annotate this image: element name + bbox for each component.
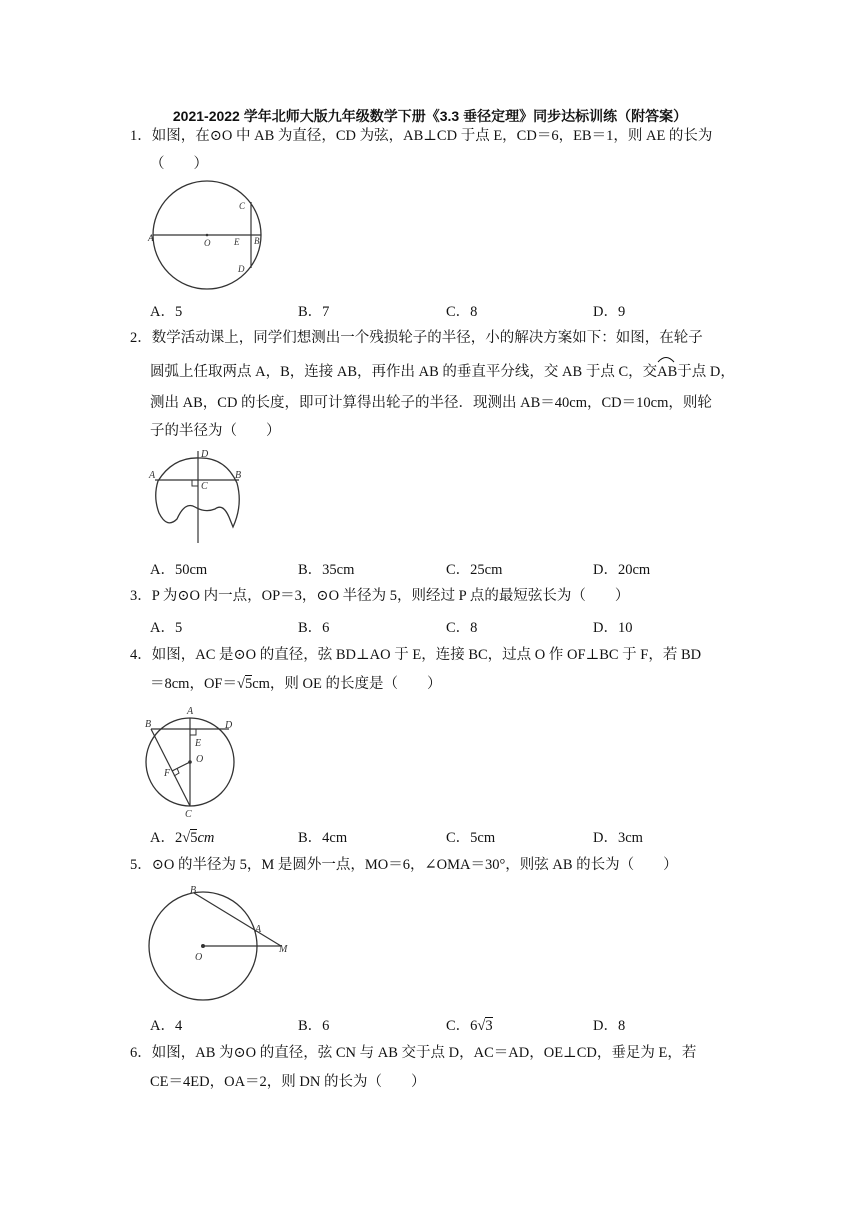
q4-label-o: O <box>196 754 204 765</box>
q4-option-b[interactable]: B．4cm <box>298 830 348 846</box>
q5-option-a[interactable]: A．4 <box>150 1018 183 1034</box>
q2-figure <box>145 445 250 545</box>
q5-option-c-radicand: 3 <box>485 1018 493 1034</box>
q6-line1: 6．如图，AB 为⊙O 的直径，弦 CN 与 AB 交于点 D，AC＝AD，OE⊥CD，垂足为 E，若 <box>130 1045 697 1061</box>
q2-arc-ab-text: AB <box>657 364 678 380</box>
q1-figure <box>145 178 270 288</box>
q2-option-c[interactable]: C．25cm <box>446 562 503 578</box>
q2-line2-text-b: 于点 D， <box>677 364 735 380</box>
q1-option-c[interactable]: C．8 <box>446 304 478 320</box>
q3-option-a[interactable]: A．5 <box>150 620 183 636</box>
document-title: 2021-2022 学年北师大版九年级数学下册《3.3 垂径定理》同步达标训练（附答案） <box>172 108 688 124</box>
q4-option-a-prefix: A．2 <box>150 830 183 846</box>
q1-label-o: O <box>204 238 211 248</box>
q4-label-c: C <box>185 809 192 820</box>
q5-label-o: O <box>195 952 203 963</box>
q2-option-b[interactable]: B．35cm <box>298 562 355 578</box>
q2-line4: 子的半径为（ ） <box>150 423 281 439</box>
q3-option-b[interactable]: B．6 <box>298 620 330 636</box>
q3-line1: 3．P 为⊙O 内一点，OP＝3，⊙O 半径为 5，则经过 P 点的最短弦长为（ ） <box>130 588 630 604</box>
q4-figure <box>145 700 245 820</box>
q1-line1: 1．如图，在⊙O 中 AB 为直径，CD 为弦，AB⊥CD 于点 E，CD＝6，EB＝1，则 AE 的长为 <box>130 128 713 144</box>
q4-line2-radicand: 5 <box>244 676 253 692</box>
q1-option-d[interactable]: D．9 <box>593 304 626 320</box>
q1-label-c: C <box>239 201 246 211</box>
q5-option-c-prefix: C．6 <box>446 1018 478 1034</box>
q5-line1: 5．⊙O 的半径为 5，M 是圆外一点，MO＝6，∠OMA＝30°，则弦 AB 的长为（ ） <box>130 857 678 873</box>
q4-label-e: E <box>195 738 202 749</box>
q2-label-b: B <box>235 470 242 481</box>
q5-option-c[interactable] <box>446 1014 493 1035</box>
q3-option-c[interactable]: C．8 <box>446 620 478 636</box>
q4-label-b: B <box>145 719 152 730</box>
sqrt-sign: √ <box>182 830 191 846</box>
q4-line1: 4．如图，AC 是⊙O 的直径，弦 BD⊥AO 于 E，连接 BC，过点 O 作 OF⊥BC 于 F，若 BD <box>130 647 702 663</box>
q2-line1: 2．数学活动课上，同学们想测出一个残损轮子的半径，小的解决方案如下：如图，在轮子 <box>130 330 703 346</box>
q5-label-m: M <box>279 944 288 955</box>
q2-label-a: A <box>149 470 156 481</box>
q3-option-d[interactable]: D．10 <box>593 620 633 636</box>
q5-option-b[interactable]: B．6 <box>298 1018 330 1034</box>
q2-arc-mark <box>657 355 675 363</box>
sqrt-sign: √ <box>477 1018 486 1034</box>
q1-label-e: E <box>234 237 240 247</box>
q2-option-a[interactable]: A．50cm <box>150 562 208 578</box>
q1-label-b: B <box>254 236 260 246</box>
q4-line2-text-b: cm，则 OE 的长度是（ ） <box>252 676 442 692</box>
q6-line2: CE＝4ED，OA＝2，则 DN 的长为（ ） <box>150 1074 426 1090</box>
q4-label-f: F <box>164 768 171 779</box>
q2-line2 <box>150 362 735 382</box>
q4-option-a-unit: cm <box>197 830 215 846</box>
q1-line2: （ ） <box>150 156 208 172</box>
q5-figure <box>145 882 295 1006</box>
q4-label-d: D <box>225 720 233 731</box>
q4-option-a-radicand: 5 <box>190 830 198 846</box>
q1-option-a[interactable]: A．5 <box>150 304 183 320</box>
q2-arc-ab <box>657 362 677 382</box>
q2-line3: 测出 AB，CD 的长度，即可计算得出轮子的半径．现测出 AB＝40cm，CD＝10cm，则轮 <box>150 395 712 411</box>
q4-option-d[interactable]: D．3cm <box>593 830 643 846</box>
q5-option-d[interactable]: D．8 <box>593 1018 626 1034</box>
q4-line2-text-a: ＝8cm，OF＝ <box>150 676 237 692</box>
q2-label-c: C <box>201 481 208 492</box>
q4-label-a: A <box>187 706 194 717</box>
q4-option-a[interactable] <box>150 826 214 847</box>
q1-label-a: A <box>148 233 154 243</box>
q5-label-b: B <box>190 885 197 896</box>
sqrt-sign: √ <box>237 676 245 692</box>
q2-option-d[interactable]: D．20cm <box>593 562 651 578</box>
q4-line2 <box>150 674 442 694</box>
q5-label-a: A <box>255 924 262 935</box>
q4-option-c[interactable]: C．5cm <box>446 830 496 846</box>
q1-label-d: D <box>238 264 245 274</box>
q2-line2-text-a: 圆弧上任取两点 A，B，连接 AB，再作出 AB 的垂直平分线，交 AB 于点 C，交 <box>150 364 658 380</box>
q1-option-b[interactable]: B．7 <box>298 304 330 320</box>
q2-label-d: D <box>201 449 209 460</box>
